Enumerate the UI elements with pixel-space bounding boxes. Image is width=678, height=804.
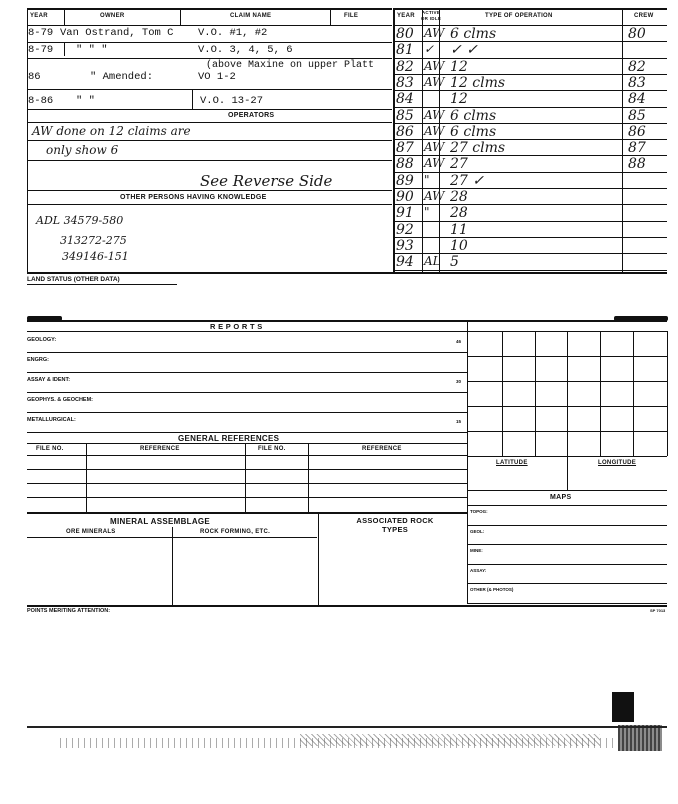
row3-owner: " Amended: (90, 71, 154, 83)
operator-note-1: AW done on 12 claims are (32, 124, 191, 138)
report-line (27, 412, 467, 413)
operator-note-3: See Reverse Side (200, 172, 333, 190)
land-status-label: LAND STATUS (OTHER DATA) (27, 276, 120, 283)
row4-owner: " " (76, 95, 95, 107)
file-header: FILE (344, 13, 359, 19)
map-label: MINE: (470, 548, 483, 553)
work-type: 27 (450, 156, 468, 173)
associated-rock-types: ASSOCIATED ROCK TYPES (356, 516, 434, 534)
mineral-title: MINERAL ASSEMBLAGE (110, 517, 211, 526)
work-crew: 85 (628, 107, 646, 124)
other-person-1: ADL 34579-580 (36, 214, 124, 227)
other-person-2: 313272-275 (60, 234, 127, 247)
coord-separator (567, 456, 568, 490)
claim-name-header: CLAIM NAME (230, 13, 272, 19)
reports-title: R E P O R T S (210, 322, 263, 331)
work-type: 12 (450, 58, 468, 75)
grid-row (467, 356, 667, 357)
work-type: 28 (450, 205, 468, 222)
work-type: 12 (450, 91, 468, 108)
row3-claim: VO 1-2 (198, 71, 236, 83)
rock-forming: ROCK FORMING, ETC. (200, 529, 271, 535)
work-crew: 87 (628, 140, 646, 157)
work-crew: 84 (628, 91, 646, 108)
work-crew: 80 (628, 26, 646, 42)
map-label: ASSAY: (470, 567, 487, 573)
grid-row (467, 431, 667, 432)
work-year: 88 (396, 156, 414, 173)
form-number: SP 7013 (650, 608, 666, 613)
work-type: 10 (450, 237, 468, 254)
owner-header: OWNER (100, 13, 125, 19)
work-active: AW (424, 26, 445, 40)
year-header: YEAR (30, 13, 48, 19)
longitude-label: LONGITUDE (598, 460, 637, 466)
work-year: 86 (396, 123, 414, 140)
work-active: AW (424, 189, 445, 203)
report-number: 15 (456, 419, 462, 424)
grid-row (467, 331, 667, 332)
report-label: GEOPHYS. & GEOCHEM: (27, 397, 94, 403)
map-line (467, 525, 667, 526)
work-year: 89 (396, 172, 414, 189)
active-header: ACTIVE OR IDLE (420, 10, 442, 21)
grid-col (633, 331, 634, 456)
work-active: " (424, 205, 430, 220)
gr-file1: FILE NO. (36, 446, 64, 452)
report-line (27, 352, 467, 353)
gr-ref2: REFERENCE (362, 446, 402, 452)
row4-year: 8-86 (28, 95, 54, 107)
grid-col (600, 331, 601, 456)
row-divider (393, 237, 667, 238)
map-line (467, 564, 667, 565)
gr-ref1: REFERENCE (140, 446, 180, 452)
work-active: AW (424, 107, 445, 122)
map-line (467, 544, 667, 545)
work-year: 85 (396, 107, 414, 124)
work-active: " (424, 172, 430, 187)
grid-col (535, 331, 536, 456)
row1-owner: Van Ostrand, Tom C (60, 27, 174, 39)
map-label: TOPOG: (470, 509, 488, 514)
row1-claim: V.O. #1, #2 (198, 27, 268, 39)
work-year: 84 (396, 91, 414, 108)
work-crew: 86 (628, 123, 646, 140)
work-type: 6 clms (450, 107, 497, 124)
report-line (27, 432, 467, 433)
grid-col (567, 331, 568, 456)
row-divider (393, 270, 667, 271)
work-active: AW (424, 123, 445, 138)
operators-label: OPERATORS (228, 112, 275, 119)
work-type: ✓ ✓ (450, 42, 478, 59)
map-label: OTHER (& PHOTOS) (470, 587, 514, 592)
row-divider (393, 41, 667, 42)
other-persons-label: OTHER PERSONS HAVING KNOWLEDGE (120, 194, 267, 201)
row-divider (393, 172, 667, 173)
report-line (27, 392, 467, 393)
work-year: 91 (396, 205, 414, 222)
row-divider (393, 221, 667, 222)
work-type: 27 ✓ (450, 172, 484, 189)
work-year: 80 (396, 26, 414, 42)
row1-year: 8-79 (28, 27, 54, 39)
report-line (27, 372, 467, 373)
work-type: 27 clms (450, 140, 506, 157)
work-crew: 88 (628, 156, 646, 173)
grid-col (502, 331, 503, 456)
gr-file2: FILE NO. (258, 446, 286, 452)
row3-note: (above Maxine on upper Platt (206, 60, 375, 71)
map-line (467, 603, 667, 604)
other-person-3: 349146-151 (62, 250, 129, 263)
work-active: AL (424, 254, 441, 269)
work-active: AW (424, 74, 445, 89)
work-active: AW (424, 58, 445, 73)
ore-minerals: ORE MINERALS (66, 529, 116, 535)
work-active: ✓ (424, 42, 435, 57)
grid-row (467, 381, 667, 382)
report-number: 30 (456, 379, 462, 384)
grid-row (467, 406, 667, 407)
grid-col (667, 331, 668, 456)
maps-title: MAPS (550, 494, 572, 501)
row-divider (393, 204, 667, 205)
work-active: AW (424, 140, 445, 155)
work-year: 92 (396, 221, 414, 238)
points-meriting-attention: POINTS MERITING ATTENTION: (27, 608, 111, 614)
latitude-label: LATITUDE (496, 460, 528, 466)
work-year: 82 (396, 58, 414, 75)
work-year: 90 (396, 189, 414, 205)
map-label: GEOL: (470, 528, 485, 534)
report-label: ASSAY & IDENT: (27, 377, 71, 383)
grid-col (467, 331, 468, 456)
row2-year: 8-79 (28, 44, 54, 56)
work-crew: 82 (628, 58, 646, 75)
report-label: METALLURGICAL: (27, 417, 76, 423)
row2-claim: V.O. 3, 4, 5, 6 (198, 44, 293, 56)
work-type: 5 (450, 254, 459, 271)
row4-claim: V.O. 13-27 (200, 95, 264, 107)
general-references-title: GENERAL REFERENCES (178, 434, 280, 443)
report-label: GEOLOGY: (27, 337, 57, 343)
work-year: 83 (396, 74, 414, 91)
work-year: 94 (396, 254, 414, 271)
operator-note-2: only show 6 (46, 143, 119, 157)
work-year: 93 (396, 237, 414, 254)
map-line (467, 583, 667, 584)
work-active: AW (424, 156, 445, 171)
work-type: 12 clms (450, 74, 506, 91)
row2-owner: " " " (76, 44, 108, 56)
report-label: ENGRG: (27, 357, 49, 363)
work-year: 81 (396, 42, 414, 59)
row-divider (393, 90, 667, 91)
work-year-header: YEAR (397, 13, 415, 19)
work-crew: 83 (628, 74, 646, 91)
report-number: 46 (456, 339, 462, 344)
work-type: 6 clms (450, 123, 497, 140)
work-type: 11 (450, 221, 468, 238)
row3-year: 86 (28, 71, 41, 83)
work-type: 28 (450, 189, 468, 205)
type-header: TYPE OF OPERATION (485, 13, 553, 19)
work-year: 87 (396, 140, 414, 157)
crew-header: CREW (634, 13, 654, 19)
work-type: 6 clms (450, 26, 497, 42)
